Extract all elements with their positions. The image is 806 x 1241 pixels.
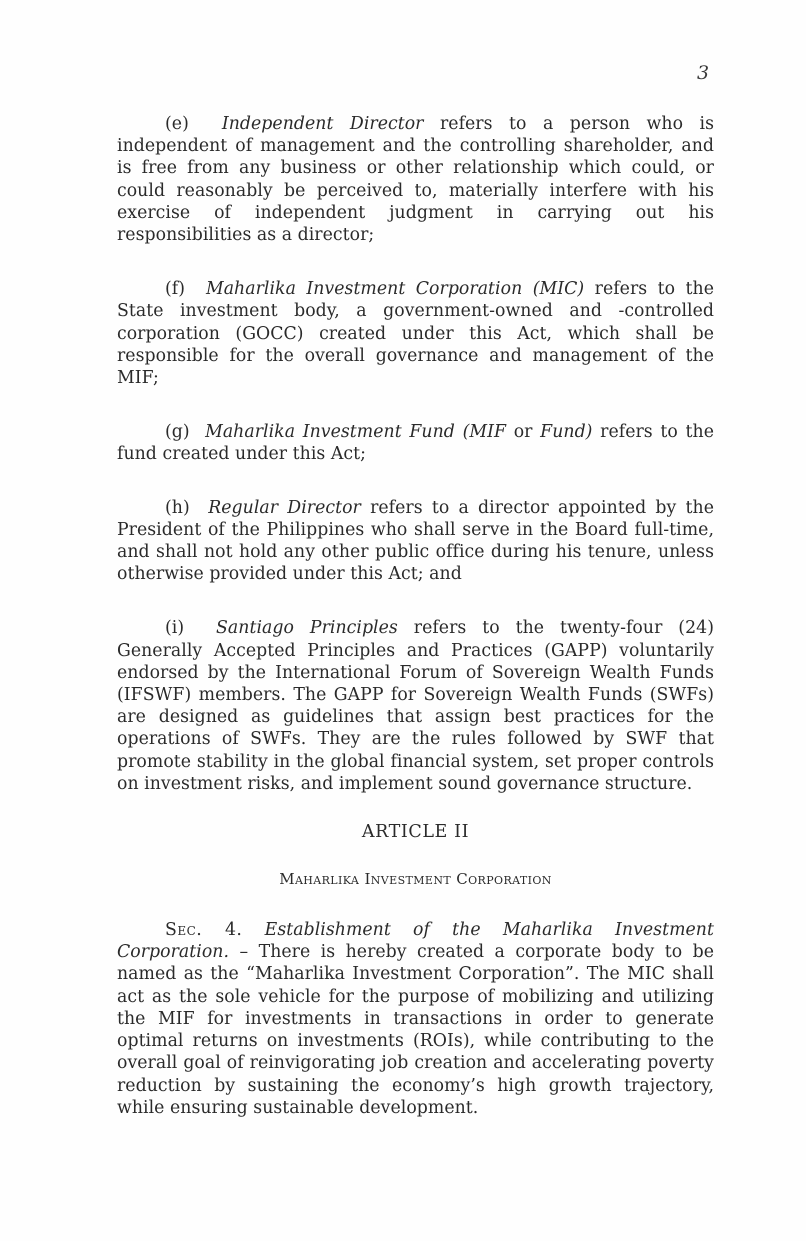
definition-h: [117, 497, 714, 586]
definition-text: refers to a person who is independent of management and the controlling shareholder, and is free from any business or other relationship which could, or could reasonably be perceived to, materially interfere with his exercise of independent judgment in carrying out his responsibilities as a director;: [117, 114, 715, 246]
article-heading: ARTICLE II: [361, 822, 470, 843]
definition-i: [117, 617, 714, 795]
definition-term: Independent Director: [221, 114, 424, 134]
definition-term-alt: Fund): [540, 422, 593, 443]
definition-text: refers to the fund created under this Act;: [117, 422, 714, 465]
definition-f: [117, 278, 714, 389]
definition-term: Santiago Principles: [216, 618, 398, 639]
definition-e: [117, 113, 714, 246]
section-text: – There is hereby created a corporate body to be named as the “Maharlika Investment Corporation”. The MIC shall act as the sole vehicle for the purpose of mobilizing and utilizing the MIF for investments in transactions in order to generate optimal returns on investments (ROIs), while contributing to the overall goal of reinvigorating job creation and accelerating poverty reduction by sustaining the economy’s high growth trajectory, while ensuring sustainable development.: [117, 942, 714, 1118]
article-subheading: Maharlika Investment Corporation: [279, 870, 552, 889]
definition-connector: or: [506, 422, 541, 443]
definition-marker: (e): [165, 114, 189, 134]
definition-g: [117, 421, 714, 465]
definition-text: refers to a director appointed by the President of the Philippines who shall serve in the Board full-time, and shall not hold any other public office during his tenure, unless otherwise provided under this Act; and: [117, 497, 714, 585]
definition-term: Maharlika Investment Fund (MIF: [205, 422, 507, 443]
definition-term: Maharlika Investment Corporation (MIC): [205, 279, 585, 300]
definition-marker: (h): [165, 497, 190, 518]
definition-marker: (f): [165, 279, 186, 300]
definition-marker: (g): [165, 422, 190, 443]
definition-marker: (i): [165, 618, 185, 639]
section-4: [117, 919, 714, 1119]
section-label: Sec. 4.: [165, 920, 243, 941]
definition-text: refers to the State investment body, a government-owned and -controlled corporation (GOCC) created under this Act, which shall be responsible for the overall governance and management of the MIF;: [117, 279, 714, 389]
page-number: 3: [697, 62, 710, 84]
section-title: Establishment of the Maharlika Investment Corporation.: [117, 920, 714, 963]
definition-text: refers to the twenty-four (24) Generally Accepted Principles and Practices (GAPP) voluntarily endorsed by the International Forum of Sovereign Wealth Funds (IFSWF) members. The GAPP for Sovereign Wealth Funds (SWFs) are designed as guidelines that assign best practices for the operations of SWFs. They are the rules followed by SWF that promote stability in the global financial system, set proper controls on investment risks, and implement sound governance structure.: [117, 618, 714, 794]
definition-term: Regular Director: [208, 497, 361, 518]
document-body: [117, 113, 714, 1119]
